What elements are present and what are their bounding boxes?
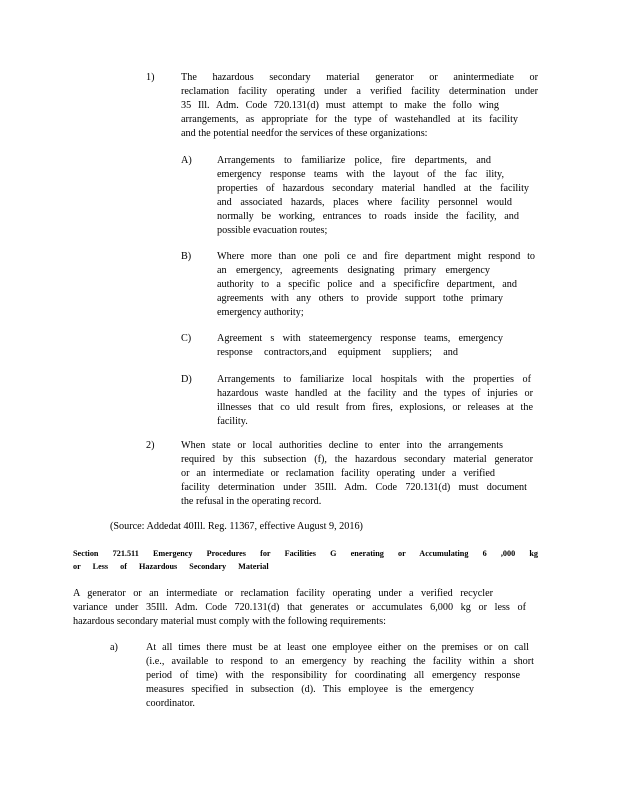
text-line: facility determination under 35Ill. Adm. Code 720.131(d) must document <box>181 481 527 493</box>
text-line: coordinator. <box>146 697 195 709</box>
text-line: 35 Ill. Adm. Code 720.131(d) must attempt to make the follo wing <box>181 99 499 111</box>
text-line: required by this subsection (f), the hazardous secondary material generator <box>181 453 533 465</box>
text-line: Arrangements to familiarize local hospitals with the properties of <box>217 374 531 385</box>
text-line: arrangements, as appropriate for the type of wastehandled at its facility <box>181 113 518 125</box>
text-line: variance under 35Ill. Adm. Code 720.131(d) that generates or accumulates 6,000 kg or less of <box>73 601 526 613</box>
text-line: properties of hazardous secondary material handled at the facility <box>217 182 529 194</box>
item-A-paragraph <box>217 154 529 237</box>
text-line: The hazardous secondary material generator or anintermediate or <box>181 72 538 83</box>
text-line: Where more than one poli ce and fire department might respond to <box>217 251 535 262</box>
item-A-number: A) <box>181 155 192 166</box>
text-line: (i.e., available to respond to an emergency by reaching the facility within a short <box>146 655 534 667</box>
text-line: and the potential needfor the services of these organizations: <box>181 127 428 139</box>
item-C-paragraph <box>217 332 503 360</box>
item-2-number: 2) <box>146 440 155 451</box>
item-1-paragraph <box>181 71 538 141</box>
section-intro-paragraph <box>73 587 526 629</box>
text-line: emergency authority; <box>217 306 304 318</box>
source-note: (Source: Addedat 40Ill. Reg. 11367, effective August 9, 2016) <box>110 521 363 532</box>
text-line: the refusal in the operating record. <box>181 495 322 507</box>
text-line: authority to a specific police and a specificfire department, and <box>217 278 517 290</box>
section-heading-line: Section 721.511 Emergency Procedures for Facilities G enerating or Accumulating 6 ,000 kg <box>73 549 538 558</box>
item-1-number: 1) <box>146 72 155 83</box>
text-line: period of time) with the responsibility for coordinating all emergency response <box>146 669 520 681</box>
item-B-number: B) <box>181 251 192 262</box>
text-line: reclamation facility operating under a verified facility determination under <box>181 85 538 97</box>
text-line: Agreement s with stateemergency response teams, emergency <box>217 333 503 344</box>
text-line: response contractors,and equipment suppliers; and <box>217 346 458 358</box>
text-line: an emergency, agreements designating primary emergency <box>217 264 490 276</box>
text-line: emergency response teams with the layout of the fac ility, <box>217 168 504 180</box>
text-line: hazardous waste handled at the facility and the types of injuries or <box>217 387 533 399</box>
text-line: or an intermediate or reclamation facility operating under a verified <box>181 467 495 479</box>
text-line: At all times there must be at least one employee either on the premises or on call <box>146 642 529 653</box>
item-2-paragraph <box>181 439 533 509</box>
text-line: facility. <box>217 415 248 427</box>
item-a-paragraph <box>146 641 534 711</box>
text-line: agreements with any others to provide support tothe primary <box>217 292 503 304</box>
item-C-number: C) <box>181 333 192 344</box>
text-line: Arrangements to familiarize police, fire departments, and <box>217 155 491 166</box>
text-line: hazardous secondary material must comply with the following requirements: <box>73 615 386 627</box>
text-line: illnesses that co uld result from fires, explosions, or releases at the <box>217 401 533 413</box>
text-line: measures specified in subsection (d). This employee is the emergency <box>146 683 474 695</box>
text-line: and associated hazards, places where facility personnel would <box>217 196 512 208</box>
text-line: normally be working, entrances to roads inside the facility, and <box>217 210 519 222</box>
text-line: possible evacuation routes; <box>217 224 328 236</box>
text-line: A generator or an intermediate or reclamation facility operating under a verified recycler <box>73 588 493 599</box>
item-a-number: a) <box>110 642 118 653</box>
item-D-paragraph <box>217 373 533 429</box>
section-heading-line: or Less of Hazardous Secondary Material <box>73 562 269 571</box>
item-B-paragraph <box>217 250 535 320</box>
section-heading <box>73 547 538 573</box>
item-D-number: D) <box>181 374 192 385</box>
text-line: When state or local authorities decline to enter into the arrangements <box>181 440 503 451</box>
